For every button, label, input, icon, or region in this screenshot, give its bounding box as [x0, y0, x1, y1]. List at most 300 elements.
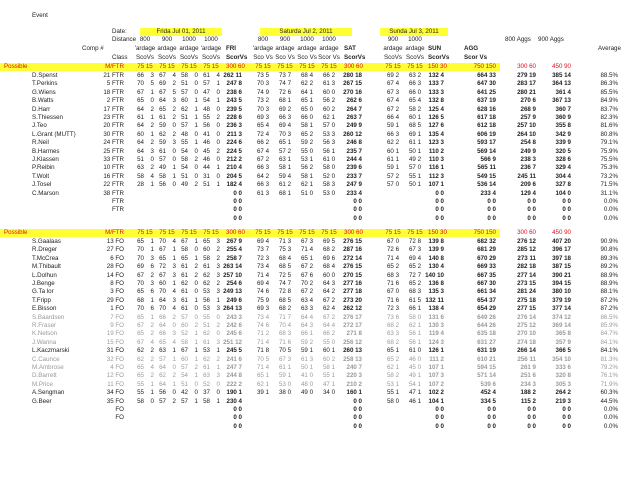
row-sat-1: 74 7: [278, 280, 292, 287]
row-fri-2: 61: [159, 147, 166, 155]
sat-sub-2: Sco Vs: [297, 54, 317, 61]
row-sun-1: 47 1: [408, 389, 422, 397]
row-comp: 9 FO: [110, 322, 124, 329]
row-fri-4: 52: [181, 330, 188, 338]
possible-fri-total: 300 60: [226, 229, 245, 236]
row-sun-1: 63 2: [408, 72, 422, 79]
sun-yardage-1: ardage: [405, 45, 425, 52]
row-fri-5: 0: [194, 130, 198, 138]
row-sat-2: 55 0: [300, 147, 314, 155]
row-fri-3: 2: [172, 397, 176, 405]
row-comp: 8 FO: [110, 280, 124, 287]
row-fri-3: 2: [172, 130, 176, 138]
row-fri-2: 66: [159, 313, 166, 321]
row-fri-3: 2: [172, 105, 176, 113]
sat-yardage-1: ardage: [275, 45, 295, 52]
row-sat-0: 73 2: [256, 97, 270, 105]
row-fri-4: 57: [181, 88, 188, 96]
row-fri-3: 3: [172, 330, 176, 338]
row-comp: 27 FO: [106, 246, 124, 254]
row-agg: 0 0: [487, 406, 496, 413]
row-agg: 681 29: [477, 246, 496, 254]
row-fri-1: 2: [150, 105, 154, 113]
row-agg: 452 4: [480, 389, 496, 397]
row-fri-3: 2: [172, 313, 176, 321]
row-fri-7: 0: [216, 313, 220, 321]
row-fri-total: 249 13: [223, 288, 242, 296]
row-fri-total: 224 5: [226, 147, 242, 155]
row-fri-0: 61: [137, 114, 144, 121]
row-comp: 20 FTR: [103, 122, 124, 130]
row-sun-0: 60 1: [386, 147, 400, 155]
row-fri-4: 58: [181, 338, 188, 346]
row-sun-0: 69 2: [386, 72, 400, 79]
row-comp: 18 FTR: [103, 88, 124, 96]
row-fri-6: 47: [203, 88, 210, 96]
row-average: 84.1%: [600, 338, 618, 346]
row-sun-1: 61 0: [408, 347, 422, 355]
row-fri-3: 4: [172, 238, 176, 245]
row-fri-2: 49: [159, 164, 166, 172]
row-aggs900: 367 13: [552, 97, 571, 105]
row-fri-total: 230 4: [226, 397, 242, 405]
row-average: 82.3%: [600, 114, 618, 121]
row-sat-2: 59 1: [300, 347, 314, 355]
row-comp: 19 FO: [106, 330, 124, 338]
row-fri-6: 45: [203, 147, 210, 155]
row-fri-5: 0: [194, 80, 198, 88]
row-fri-4: 62: [181, 280, 188, 287]
row-sat-total: 276 15: [343, 263, 362, 271]
row-fri-5: 0: [194, 313, 198, 321]
row-average: 84.7%: [600, 330, 618, 338]
row-name: S.Thiessen: [32, 114, 63, 121]
row-fri-7: 0: [216, 105, 220, 113]
row-sat-3: 53 0: [322, 189, 336, 197]
row-sat-0: 70 3: [256, 105, 270, 113]
row-fri-0: 70: [137, 305, 144, 313]
row-sun-0: 61 1: [386, 156, 400, 163]
row-comp: 29 FO: [106, 296, 124, 304]
row-fri-5: 0: [194, 305, 198, 313]
row-fri-5: 0: [194, 172, 198, 180]
row-sun-total: 123 3: [428, 139, 444, 147]
fri-yardage-2: ardage: [179, 45, 199, 52]
sun-distance-1: 1000: [408, 36, 422, 43]
row-fri-5: 0: [194, 72, 198, 79]
row-aggs800: 273 15: [517, 280, 536, 287]
row-sat-1: 68 2: [278, 305, 292, 313]
row-fri-4: 61: [181, 271, 188, 279]
row-aggs800: 279 19: [517, 72, 536, 79]
row-aggs900: 333 6: [555, 364, 571, 371]
row-fri-3: 1: [172, 254, 176, 262]
row-sun-1: 46 1: [408, 397, 422, 405]
row-fri-7: 3: [216, 288, 220, 296]
row-comp: FO: [115, 414, 124, 422]
row-sun-0: 58 0: [386, 397, 400, 405]
row-sat-0: 71 2: [256, 330, 270, 338]
row-average: 86.3%: [600, 80, 618, 88]
row-sat-1: 72 5: [278, 271, 292, 279]
row-sun-1: 50 1: [408, 181, 422, 189]
row-fri-6: 53: [203, 288, 210, 296]
row-sat-2: 62 1: [300, 181, 314, 189]
row-sat-1: 68 1: [278, 97, 292, 105]
row-sat-total: 235 7: [346, 147, 362, 155]
row-average: 88.9%: [600, 271, 618, 279]
row-aggs800: 257 9: [520, 114, 536, 121]
row-aggs800: 188 2: [520, 389, 536, 397]
row-sat-3: 64 4: [322, 322, 336, 329]
sat-distance-0: 800: [257, 36, 269, 43]
sat-total-sub: ScorVs: [344, 54, 366, 61]
row-fri-1: 4: [150, 364, 154, 371]
row-sat-3: 57 0: [322, 122, 336, 130]
possible-label: Possible: [4, 229, 28, 236]
row-sat-total: 0 0: [353, 397, 362, 405]
sat-sub-0: Sco Vs: [253, 54, 273, 61]
class-label: Class: [112, 54, 128, 61]
row-fri-total: 251 12: [223, 338, 242, 346]
row-aggs900: 407 20: [552, 238, 571, 245]
row-name: S.Gaalaas: [32, 238, 61, 245]
sat-date: Saturda Jul 2, 2011: [260, 28, 352, 36]
possible-sat-3: 75 15: [321, 63, 337, 70]
row-fri-1: 2: [150, 271, 154, 279]
row-fri-3: 3: [172, 296, 176, 304]
row-fri-4: 67: [181, 238, 188, 245]
row-fri-5: 2: [194, 364, 198, 371]
row-average: 0.0%: [603, 214, 618, 222]
row-fri-0: 62: [137, 347, 144, 355]
row-aggs900: 379 19: [552, 296, 571, 304]
row-fri-1: 5: [150, 80, 154, 88]
row-fri-3: 4: [172, 72, 176, 79]
row-aggs800: 209 6: [520, 181, 536, 189]
row-sun-1: 66 3: [408, 80, 422, 88]
date-label: Date:: [112, 28, 127, 35]
row-sat-3: 55 1: [322, 372, 336, 380]
row-sun-1: 55 1: [408, 172, 422, 180]
row-aggs800: 275 12: [517, 322, 536, 329]
sat-yardage-3: ardage: [319, 45, 339, 52]
possible-sun-1: 75 15: [407, 229, 423, 236]
row-sat-2: 41 0: [300, 372, 314, 380]
row-fri-6: 53: [203, 347, 210, 355]
row-fri-0: 65: [137, 238, 144, 245]
row-fri-4: 61: [181, 288, 188, 296]
row-fri-6: 63: [203, 372, 210, 380]
row-sat-0: 62 1: [256, 380, 270, 388]
row-sat-total: 246 8: [346, 139, 362, 147]
row-sun-0: 68 3: [386, 271, 400, 279]
row-fri-7: 2: [216, 280, 220, 287]
row-sun-total: 140 8: [428, 254, 444, 262]
row-average: 85.5%: [600, 88, 618, 96]
sun-date: Sunda Jul 3, 2011: [380, 28, 448, 36]
row-sat-0: 74 6: [256, 288, 270, 296]
row-average: 87.2%: [600, 305, 618, 313]
row-sat-total: 233 4: [346, 189, 362, 197]
row-comp: 25 FTR: [103, 147, 124, 155]
row-sun-0: 63 3: [386, 330, 400, 338]
row-aggs800: 274 18: [517, 338, 536, 346]
row-sat-3: 47 1: [322, 380, 336, 388]
row-sat-3: 64 2: [322, 288, 336, 296]
row-sun-1: 68 5: [408, 122, 422, 130]
row-sat-total: 249 9: [346, 122, 362, 130]
row-sun-1: 50 1: [408, 147, 422, 155]
row-fri-5: 1: [194, 347, 198, 355]
row-fri-2: 57: [159, 355, 166, 363]
row-fri-5: 0: [194, 147, 198, 155]
row-fri-1: 2: [150, 122, 154, 130]
row-sat-1: 59 4: [278, 172, 292, 180]
row-sat-0: 71 4: [256, 271, 270, 279]
row-comp: 16 FTR: [103, 172, 124, 180]
row-fri-total: 212 2: [226, 156, 242, 163]
row-sun-total: 0 0: [435, 189, 444, 197]
row-sat-1: 61 2: [278, 181, 292, 189]
row-fri-5: 1: [194, 254, 198, 262]
row-aggs900: 320 5: [555, 147, 571, 155]
row-fri-4: 57: [181, 122, 188, 130]
row-sun-0: 68 2: [386, 322, 400, 329]
row-aggs900: 342 9: [555, 130, 571, 138]
row-sun-total: 133 7: [428, 80, 444, 88]
possible-label: Possible: [4, 63, 28, 70]
row-sun-1: 65 2: [408, 280, 422, 287]
row-sat-total: 262 6: [346, 97, 362, 105]
row-sat-total: 267 15: [343, 80, 362, 88]
sun-sub-1: ScoVs: [406, 54, 424, 61]
row-name: P.Reibin: [32, 164, 55, 172]
row-average: 81.6%: [600, 122, 618, 130]
row-sun-1: 45 0: [408, 364, 422, 371]
row-agg: 571 14: [477, 372, 496, 380]
row-sat-2: 68 4: [300, 72, 314, 79]
row-average: 0.0%: [603, 414, 618, 422]
row-fri-5: 1: [194, 114, 198, 121]
row-average: 79.1%: [600, 139, 618, 147]
row-aggs900: 329 4: [555, 164, 571, 172]
row-fri-5: 2: [194, 263, 198, 271]
row-aggs900: 357 9: [555, 338, 571, 346]
row-average: 84.9%: [600, 97, 618, 105]
row-fri-6: 57: [203, 80, 210, 88]
row-agg: 0 0: [487, 414, 496, 422]
row-sat-2: 58 1: [300, 122, 314, 130]
row-sat-1: 59 1: [278, 372, 292, 380]
row-fri-6: 56: [203, 122, 210, 130]
row-fri-1: 1: [150, 246, 154, 254]
row-fri-4: 55: [181, 139, 188, 147]
row-fri-5: 2: [194, 271, 198, 279]
row-comp: 35 FO: [106, 397, 124, 405]
row-sat-3: 67 2: [322, 296, 336, 304]
row-name: K.Nelson: [32, 330, 58, 338]
row-sat-0: 67 2: [256, 156, 270, 163]
row-fri-2: 64: [159, 322, 166, 329]
row-sat-total: 270 15: [343, 271, 362, 279]
row-sat-total: 160 1: [346, 389, 362, 397]
row-fri-3: 0: [172, 147, 176, 155]
row-sun-total: 139 9: [428, 246, 444, 254]
row-fri-4: 51: [181, 380, 188, 388]
row-sat-3: 60 2: [322, 105, 336, 113]
row-fri-0: 65: [137, 313, 144, 321]
row-sun-total: 0 0: [435, 406, 444, 413]
row-agg: 0 0: [487, 214, 496, 222]
row-average: 75.3%: [600, 164, 618, 172]
row-agg: 569 14: [477, 147, 496, 155]
row-fri-7: 2: [216, 147, 220, 155]
row-fri-1: 2: [150, 322, 154, 329]
row-sat-total: 0 0: [353, 206, 362, 214]
row-fri-4: 48: [181, 130, 188, 138]
row-sun-total: 111 2: [429, 355, 444, 363]
comp-label: Comp #: [82, 45, 104, 52]
fri-date: Frida Jul 01, 2011: [140, 28, 222, 36]
row-aggs800: 0 0: [527, 214, 536, 222]
row-aggs800: 280 21: [517, 88, 536, 96]
row-sun-1: 69 1: [408, 130, 422, 138]
row-sun-0: 71 6: [386, 280, 400, 287]
row-sat-total: 277 16: [343, 280, 362, 287]
row-fri-1: 3: [150, 147, 154, 155]
row-sat-3: 60 0: [322, 271, 336, 279]
row-sat-1: 71 7: [278, 313, 292, 321]
row-fri-0: 28: [137, 181, 144, 189]
row-sat-3: 56 3: [322, 139, 336, 147]
row-fri-0: 63: [137, 164, 144, 172]
row-fri-2: 67: [159, 271, 166, 279]
row-sun-0: 67 2: [386, 105, 400, 113]
row-aggs800: 0 0: [527, 198, 536, 205]
row-aggs900: 355 8: [555, 122, 571, 130]
row-sat-3: 53 3: [322, 130, 336, 138]
row-name: G.Ta lor: [32, 288, 54, 296]
row-sun-total: 102 2: [428, 389, 444, 397]
row-aggs800: 283 17: [517, 80, 536, 88]
row-fri-3: 4: [172, 338, 176, 346]
row-fri-0: 67: [137, 322, 144, 329]
row-sat-0: 73 4: [256, 263, 270, 271]
row-fri-4: 61: [181, 305, 188, 313]
row-sun-total: 139 8: [428, 238, 444, 245]
row-sat-total: 273 20: [343, 296, 362, 304]
row-fri-total: 0 0: [233, 422, 242, 430]
row-agg: 654 37: [477, 296, 496, 304]
row-sat-3: 60 1: [322, 347, 336, 355]
sat-yardage-2: ardage: [297, 45, 317, 52]
row-sat-3: 34 0: [322, 389, 336, 397]
row-sun-total: 119 4: [428, 330, 444, 338]
row-sat-total: 0 0: [353, 198, 362, 205]
row-comp: 31 FO: [106, 347, 124, 355]
row-aggs900: 219 3: [555, 397, 571, 405]
row-fri-3: 2: [172, 372, 176, 380]
row-fri-3: 2: [172, 80, 176, 88]
row-fri-0: 70: [137, 254, 144, 262]
fri-yardage-3: 'ardage: [200, 45, 222, 52]
row-name: M.Ambrose: [32, 364, 64, 371]
possible-fri-1: 75 15: [159, 229, 175, 236]
row-fri-0: 64: [137, 147, 144, 155]
row-comp: 24 FTR: [103, 139, 124, 147]
row-fri-6: 46: [203, 139, 210, 147]
row-sat-1: 38 0: [278, 389, 292, 397]
row-comp: 10 FTR: [103, 164, 124, 172]
row-fri-5: 2: [194, 156, 198, 163]
row-name: D.Barrett: [32, 372, 57, 380]
row-agg: 0 0: [487, 198, 496, 205]
row-sat-1: 72 8: [278, 288, 292, 296]
row-fri-7: 1: [216, 97, 220, 105]
sun-yardage-0: ardage: [383, 45, 403, 52]
row-sun-0: 67 0: [386, 288, 400, 296]
row-fri-6: 56: [203, 296, 210, 304]
sat-sub-3: Scor Vs: [318, 54, 340, 61]
row-fri-0: 65: [137, 97, 144, 105]
row-sat-1: 67 3: [278, 355, 292, 363]
row-name: J.Benge: [32, 280, 55, 287]
row-comp: 28 FO: [106, 263, 124, 271]
row-fri-total: 249 6: [226, 296, 242, 304]
row-sat-3: 66 2: [322, 72, 336, 79]
row-sun-total: 126 5: [428, 114, 444, 121]
possible-fri-2: 75 15: [181, 63, 197, 70]
row-sun-total: 125 4: [428, 105, 444, 113]
row-sat-total: 260 13: [343, 347, 362, 355]
aggs-900-label: 900 Aggs: [538, 36, 564, 43]
row-aggs900: 305 3: [555, 380, 571, 388]
row-sat-total: 247 9: [346, 181, 362, 189]
row-sat-1: 68 3: [278, 330, 292, 338]
row-aggs800: 0 0: [527, 422, 536, 430]
fri-sub-2: ScoVs: [180, 54, 198, 61]
row-sun-total: 135 4: [428, 130, 444, 138]
row-agg: 617 18: [477, 114, 496, 121]
row-comp: 30 FTR: [103, 130, 124, 138]
row-fri-6: 55: [203, 313, 210, 321]
row-sat-1: 61 1: [278, 364, 292, 371]
row-sat-2: 64 1: [300, 88, 314, 96]
row-fri-7: 1: [216, 80, 220, 88]
row-sat-1: 68 1: [278, 189, 292, 197]
row-agg: 233 4: [480, 189, 496, 197]
row-sat-0: 39 1: [256, 389, 270, 397]
average-label: Average: [598, 45, 621, 52]
row-sat-total: 272 17: [343, 322, 362, 329]
row-aggs800: 277 15: [517, 305, 536, 313]
row-fri-3: 0: [172, 389, 176, 397]
row-fri-7: 0: [216, 156, 220, 163]
row-sun-total: 0 0: [435, 422, 444, 430]
row-fri-2: 59: [159, 122, 166, 130]
row-sat-total: 233 7: [346, 172, 362, 180]
row-sat-2: 65 2: [300, 130, 314, 138]
row-fri-5: 1: [194, 355, 198, 363]
row-comp: 23 FTR: [103, 114, 124, 121]
row-fri-6: 53: [203, 305, 210, 313]
row-sat-3: 55 0: [322, 338, 336, 346]
row-sat-1: 63 1: [278, 156, 292, 163]
fri-distance-0: 800: [139, 36, 151, 43]
row-sat-total: 276 15: [343, 238, 362, 245]
row-sat-2: 51 0: [300, 189, 314, 197]
